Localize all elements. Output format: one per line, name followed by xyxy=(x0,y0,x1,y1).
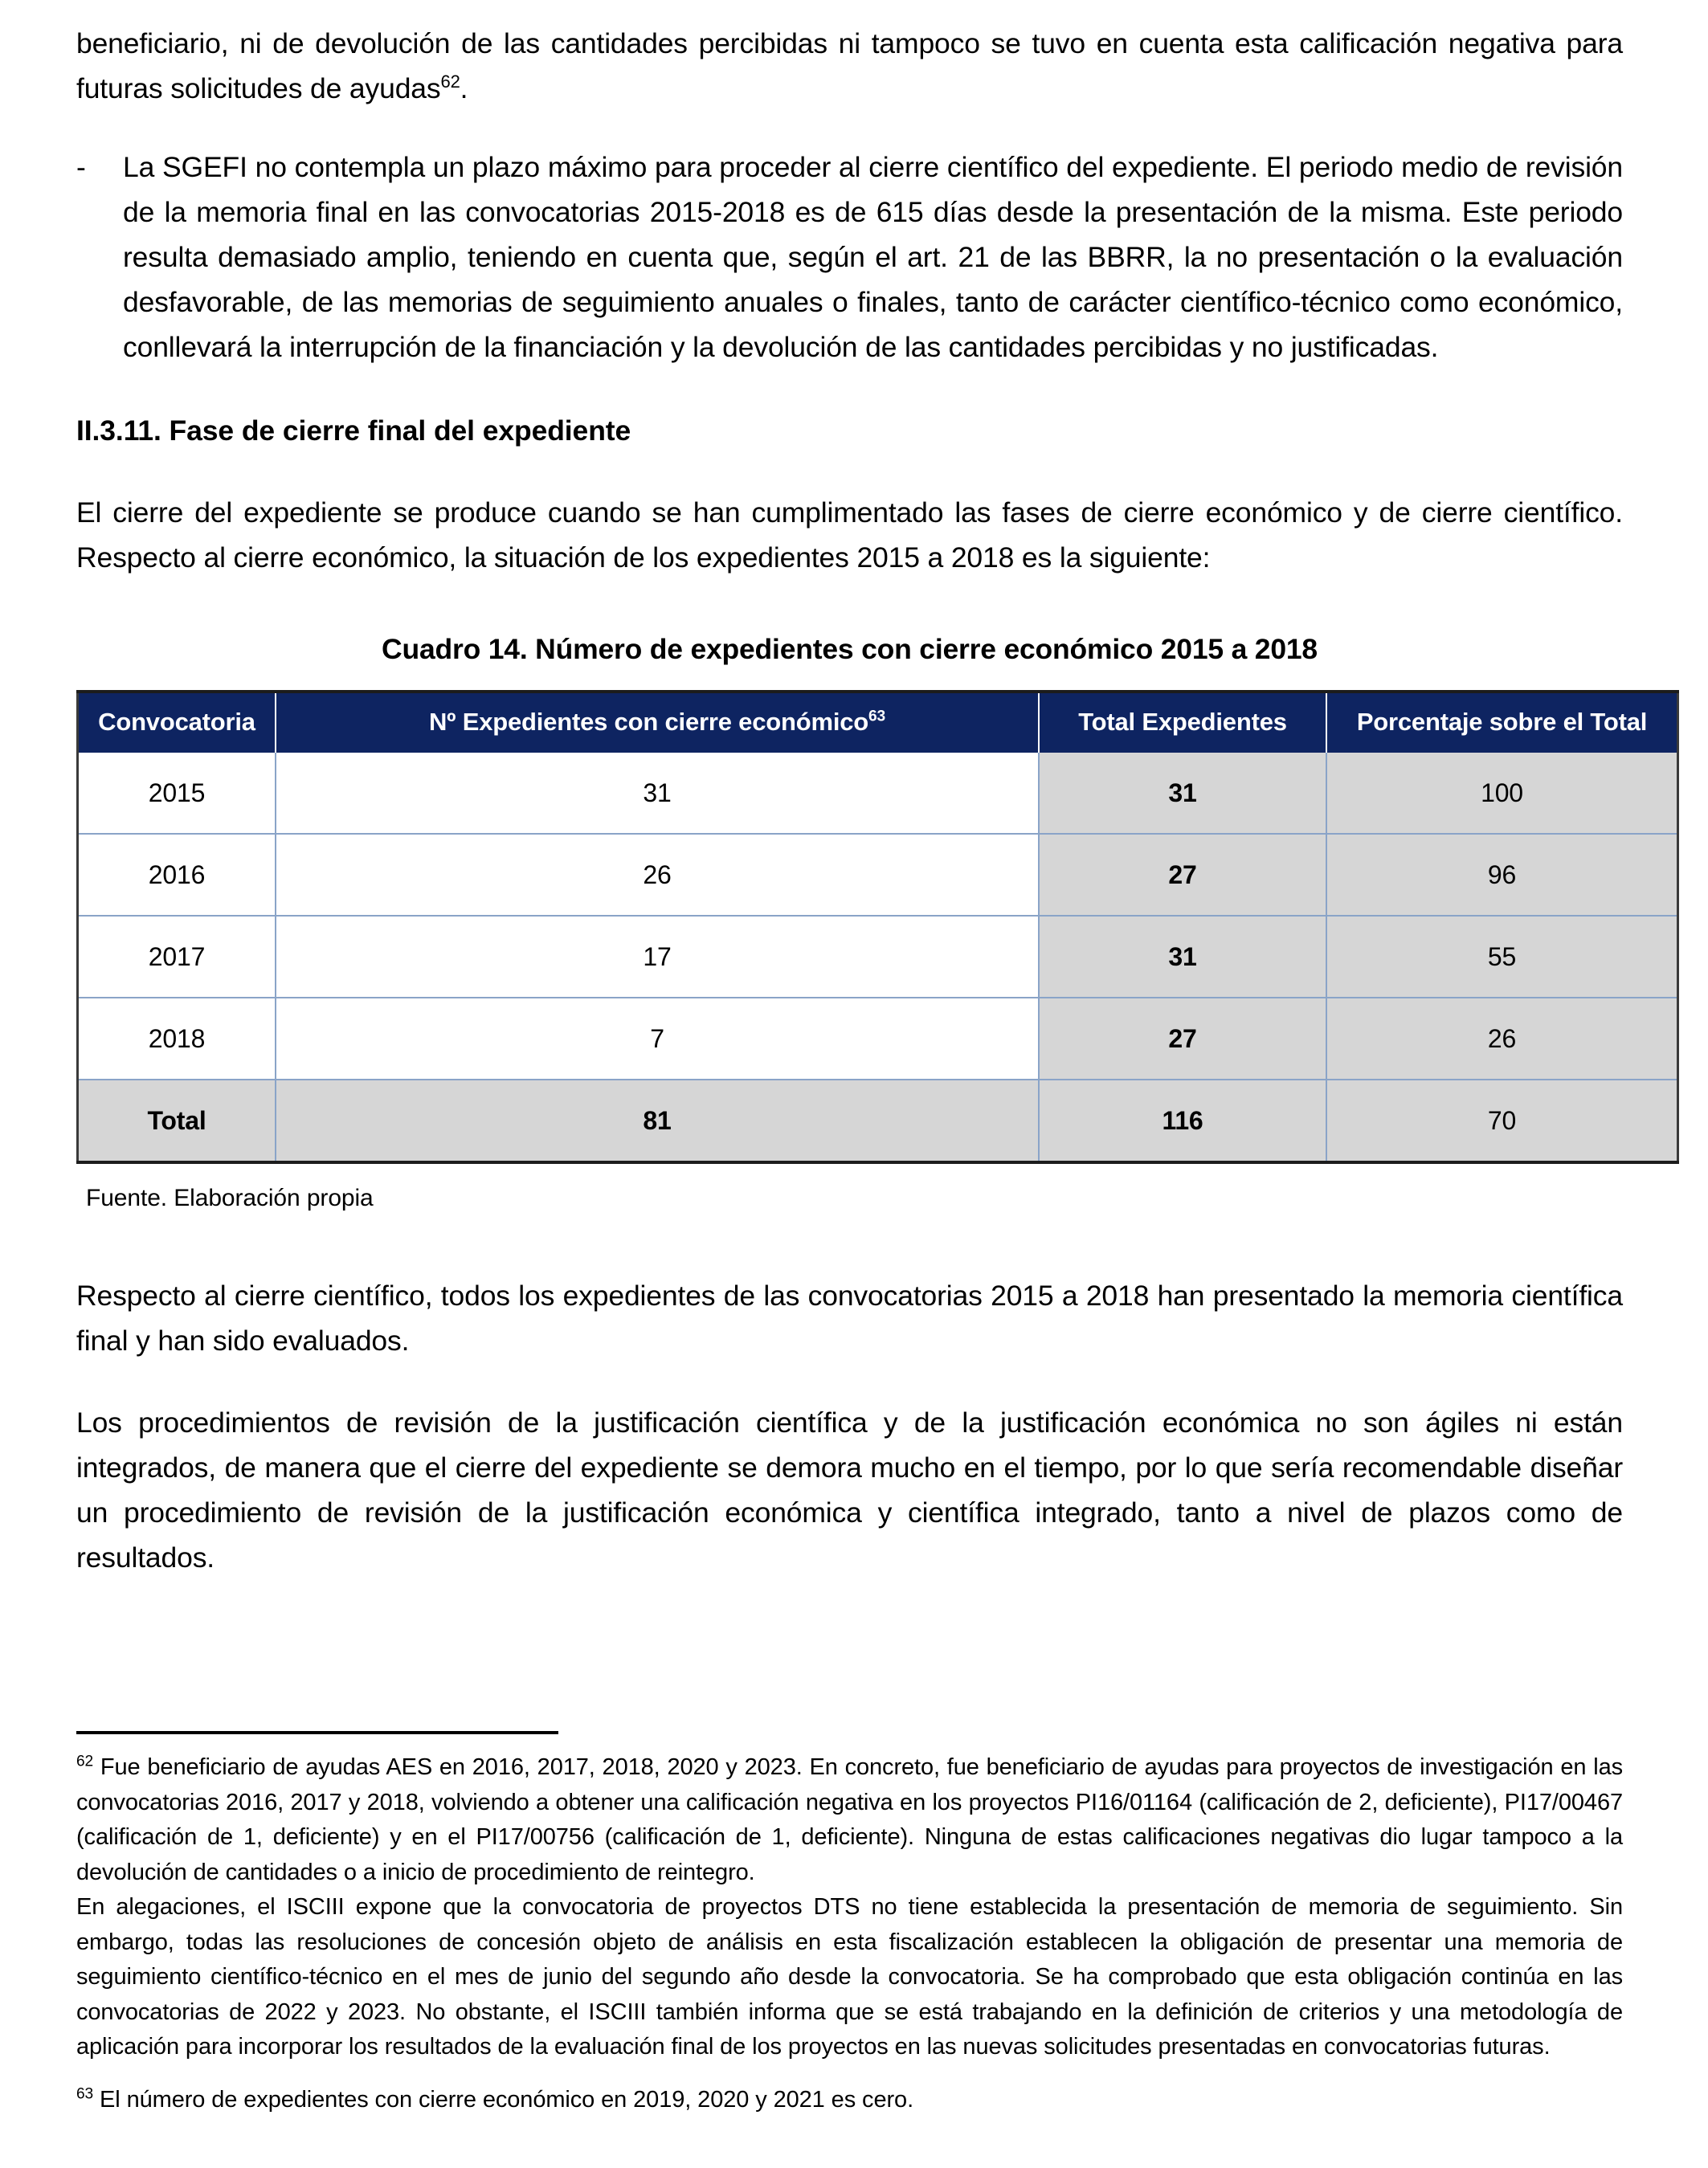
paragraph-after-heading: El cierre del expediente se produce cuando se han cumplimentado las fases de cierre económico y de cierre científico. Respecto al cierre económico, la situación de los expedientes 2015 a 2018 es la siguiente: xyxy=(76,496,1623,574)
column-header-total-expedientes-label: Total Expedientes xyxy=(1078,708,1287,736)
cell-convocatoria: 2015 xyxy=(78,753,276,834)
cell-expedientes-cierre: 17 xyxy=(276,916,1039,998)
table-caption: Cuadro 14. Número de expedientes con cierre económico 2015 a 2018 xyxy=(382,633,1318,665)
column-header-expedientes-cierre-label: Nº Expedientes con cierre económico xyxy=(429,708,869,736)
footnote-62-paragraph-1 xyxy=(76,1750,1623,1890)
cell-porcentaje: 26 xyxy=(1326,998,1678,1080)
paragraph-after-table-1: Respecto al cierre científico, todos los expedientes de las convocatorias 2015 a 2018 han presentado la memoria científica final y han sido evaluados. xyxy=(76,1280,1623,1357)
table-source-note: Fuente. Elaboración propia xyxy=(86,1185,374,1211)
table-row xyxy=(78,834,1678,916)
footnote-62-paragraph-2 xyxy=(76,1890,1623,2065)
page-content xyxy=(76,0,1648,1580)
cell-total-expedientes: 27 xyxy=(1039,834,1326,916)
bullet-marker: - xyxy=(76,151,86,183)
expedientes-cierre-economico-table xyxy=(76,690,1679,1164)
column-header-convocatoria-label: Convocatoria xyxy=(98,708,255,736)
bullet-item-sgefi xyxy=(76,145,1623,369)
column-header-convocatoria xyxy=(78,692,276,753)
intro-paragraph-tail: . xyxy=(460,72,468,104)
table-row-total xyxy=(78,1080,1678,1162)
table-header xyxy=(78,692,1678,753)
footnote-mark-62: 62 xyxy=(76,1753,94,1770)
table-row xyxy=(78,998,1678,1080)
cell-total-expedientes: 27 xyxy=(1039,998,1326,1080)
footnote-62-text-2: En alegaciones, el ISCIII expone que la convocatoria de proyectos DTS no tiene establecida la presentación de memoria de seguimiento. Sin embargo, todas las resoluciones de concesión objeto de análisis en esta fiscalización establecen la obligación de presentar una memoria de seguimiento científico-técnico en el mes de junio del segundo año desde la convocatoria. Se ha comprobado que esta obligación continúa en las convocatorias de 2022 y 2023. No obstante, el ISCIII también informa que se está trabajando en la definición de criterios y una metodología de aplicación para incorporar los resultados de la evaluación final de los proyectos en las nuevas solicitudes presentadas en convocatorias futuras. xyxy=(76,1894,1623,2060)
cell-expedientes-cierre: 26 xyxy=(276,834,1039,916)
footnote-mark-63: 63 xyxy=(76,2084,94,2102)
cell-total-expedientes: 31 xyxy=(1039,753,1326,834)
cell-expedientes-cierre: 7 xyxy=(276,998,1039,1080)
column-header-total-expedientes xyxy=(1039,692,1326,753)
cell-total-total-expedientes: 116 xyxy=(1039,1080,1326,1162)
cell-expedientes-cierre: 31 xyxy=(276,753,1039,834)
cell-total-label: Total xyxy=(78,1080,276,1162)
cell-porcentaje: 96 xyxy=(1326,834,1678,916)
cell-porcentaje: 100 xyxy=(1326,753,1678,834)
table-header-row xyxy=(78,692,1678,753)
cell-porcentaje: 55 xyxy=(1326,916,1678,998)
cell-convocatoria: 2018 xyxy=(78,998,276,1080)
paragraph-after-table-2: Los procedimientos de revisión de la justificación científica y de la justificación económica no son ágiles ni están integrados, de manera que el cierre del expediente se demora mucho en el tiempo, por lo que sería recomendable diseñar un procedimiento de revisión de la justificación económica y científica integrado, tanto a nivel de plazos como de resultados. xyxy=(76,1407,1623,1574)
cell-total-expedientes: 31 xyxy=(1039,916,1326,998)
footnote-ref-63[interactable]: 63 xyxy=(868,708,885,725)
intro-paragraph-text: beneficiario, ni de devolución de las cantidades percibidas ni tampoco se tuvo en cuenta esta calificación negativa para futuras solicitudes de ayudas xyxy=(76,27,1623,104)
cell-total-expedientes-cierre: 81 xyxy=(276,1080,1039,1162)
cell-convocatoria: 2016 xyxy=(78,834,276,916)
cell-total-porcentaje: 70 xyxy=(1326,1080,1678,1162)
footnote-area xyxy=(76,1731,1623,2117)
table-body xyxy=(78,753,1678,1162)
footnote-ref-62[interactable]: 62 xyxy=(440,71,460,92)
table-row xyxy=(78,753,1678,834)
table-row xyxy=(78,916,1678,998)
cell-convocatoria: 2017 xyxy=(78,916,276,998)
footnote-63-paragraph-1 xyxy=(76,2083,1623,2118)
column-header-porcentaje xyxy=(1326,692,1678,753)
bullet-text: La SGEFI no contempla un plazo máximo para proceder al cierre científico del expediente. El periodo medio de revisión de la memoria final en las convocatorias 2015-2018 es de 615 días desde la presentación de la misma. Este periodo resulta demasiado amplio, teniendo en cuenta que, según el art. 21 de las BBRR, la no presentación o la evaluación desfavorable, de las memorias de seguimiento anuales o finales, tanto de carácter científico-técnico como económico, conllevará la interrupción de la financiación y la devolución de las cantidades percibidas y no justificadas. xyxy=(123,151,1623,363)
intro-paragraph xyxy=(76,0,1623,111)
column-header-expedientes-cierre xyxy=(276,692,1039,753)
column-header-porcentaje-label: Porcentaje sobre el Total xyxy=(1356,708,1648,736)
footnote-62-text-1: Fue beneficiario de ayudas AES en 2016, 2017, 2018, 2020 y 2023. En concreto, fue beneficiario de ayudas para proyectos de investigación en las convocatorias 2016, 2017 y 2018, volviendo a obtener una calificación negativa en los proyectos PI16/01164 (calificación de 2, deficiente), PI17/00467 (calificación de 1, deficiente) y en el PI17/00756 (calificación de 1, deficiente). Ninguna de estas calificaciones negativas dio lugar tampoco a la devolución de cantidades o a inicio de procedimiento de reintegro. xyxy=(76,1754,1623,1885)
footnote-separator-rule xyxy=(76,1731,558,1734)
footnote-63-text-1: El número de expedientes con cierre económico en 2019, 2020 y 2021 es cero. xyxy=(100,2086,914,2113)
section-heading: II.3.11. Fase de cierre final del expediente xyxy=(76,414,631,447)
